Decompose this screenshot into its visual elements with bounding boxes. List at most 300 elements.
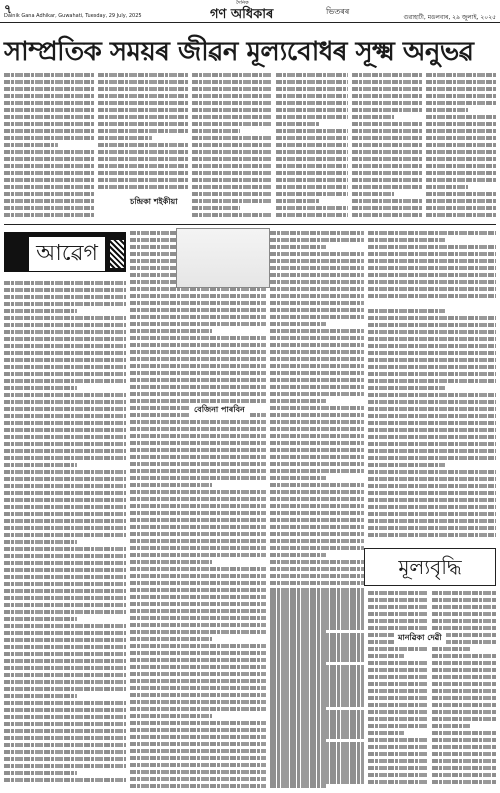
text-line (4, 757, 126, 761)
text-line (4, 372, 126, 376)
text-line (4, 108, 94, 112)
text-line (4, 344, 126, 348)
text-line (130, 637, 212, 641)
text-line (4, 484, 126, 488)
right-col (368, 228, 496, 302)
banner-hatch-decoration (110, 240, 124, 268)
text-line (432, 689, 496, 693)
text-line (352, 108, 422, 112)
text-line (426, 87, 496, 91)
text-line (270, 455, 364, 459)
article1-byline: চন্দ্ৰিকা শইকীয়া (130, 196, 178, 206)
text-line (4, 178, 94, 182)
text-line (368, 238, 445, 242)
text-line (270, 675, 364, 679)
text-line (4, 680, 126, 684)
text-line (368, 696, 428, 700)
text-line (270, 490, 364, 494)
text-line (352, 150, 422, 154)
text-line (130, 707, 266, 711)
text-line (432, 759, 496, 763)
text-line (98, 101, 188, 105)
text-line (368, 231, 496, 235)
text-line (270, 315, 364, 319)
text-line (192, 213, 272, 217)
text-line (368, 442, 496, 446)
text-line (352, 80, 422, 84)
text-line (270, 668, 364, 672)
text-line (270, 773, 364, 777)
text-line (98, 185, 188, 189)
text-line (276, 213, 348, 217)
text-line (130, 371, 266, 375)
text-line (368, 703, 428, 707)
text-line (352, 192, 394, 196)
text-line (368, 498, 496, 502)
text-line (4, 533, 126, 537)
article1-col5 (352, 70, 422, 220)
text-line (368, 773, 428, 777)
text-line (270, 759, 364, 763)
text-line (4, 435, 126, 439)
text-line (4, 477, 126, 481)
text-line (270, 682, 364, 686)
text-line (432, 738, 496, 742)
text-line (368, 605, 428, 609)
text-line (432, 745, 496, 749)
text-line (368, 661, 428, 665)
text-line (432, 696, 496, 700)
text-line (98, 150, 188, 154)
text-line (270, 399, 326, 403)
text-line (270, 301, 364, 305)
text-line (130, 749, 266, 753)
text-line (368, 421, 496, 425)
text-line (4, 645, 126, 649)
text-line (130, 420, 266, 424)
text-line (4, 673, 126, 677)
text-line (192, 150, 272, 154)
text-line (130, 644, 266, 648)
text-line (270, 766, 364, 770)
text-line (368, 612, 428, 616)
text-line (276, 164, 348, 168)
text-line (4, 631, 126, 635)
headline: সাম্প্ৰতিক সময়ৰ জীৱন মূল্যবোধৰ সূক্ষ্ম অনুভৱ (4, 37, 474, 67)
text-line (432, 591, 496, 595)
text-line (4, 526, 126, 530)
text-line (270, 420, 364, 424)
text-line (368, 407, 496, 411)
text-line (270, 413, 364, 417)
text-line (432, 717, 496, 721)
text-line (368, 287, 496, 291)
text-line (4, 288, 126, 292)
text-line (4, 596, 126, 600)
text-line (98, 80, 188, 84)
text-line (192, 206, 240, 210)
text-line (192, 136, 272, 140)
text-line (98, 171, 188, 175)
text-line (98, 87, 188, 91)
article2-byline: বেজিনা পাৰবিন (190, 404, 249, 417)
right-col-lower (368, 306, 496, 542)
text-line (432, 661, 496, 665)
text-line (130, 553, 266, 557)
text-line (130, 630, 266, 634)
text-line (276, 94, 348, 98)
text-line (4, 428, 126, 432)
text-line (368, 294, 496, 298)
text-line (368, 654, 404, 658)
text-line (432, 626, 496, 630)
text-line (130, 462, 266, 466)
text-line (426, 101, 496, 105)
text-line (192, 199, 272, 203)
text-line (192, 129, 240, 133)
text-line (130, 770, 266, 774)
text-line (368, 626, 428, 630)
text-line (130, 504, 266, 508)
text-line (4, 449, 126, 453)
text-line (270, 231, 364, 235)
text-line (130, 567, 266, 571)
text-line (130, 546, 266, 550)
text-line (4, 463, 77, 467)
text-line (130, 476, 266, 480)
text-line (130, 385, 266, 389)
text-line (368, 484, 496, 488)
text-line (98, 164, 188, 168)
text-line (4, 87, 94, 91)
text-line (130, 700, 266, 704)
text-line (432, 731, 496, 735)
article2-title: আৱেগ (28, 236, 106, 272)
text-line (4, 540, 77, 544)
text-line (4, 778, 126, 782)
text-line (270, 738, 326, 742)
text-line (432, 766, 496, 770)
text-line (276, 185, 348, 189)
text-line (4, 701, 126, 705)
text-line (270, 259, 364, 263)
text-line (270, 343, 364, 347)
text-line (130, 693, 266, 697)
text-line (270, 280, 364, 284)
text-line (426, 73, 496, 77)
text-line (352, 143, 422, 147)
text-line (368, 351, 496, 355)
text-line (368, 682, 428, 686)
text-line (270, 287, 364, 291)
text-line (276, 73, 348, 77)
text-line (426, 213, 496, 217)
text-line (4, 708, 126, 712)
text-line (432, 780, 496, 784)
text-line (270, 567, 364, 571)
text-line (270, 364, 364, 368)
text-line (130, 518, 266, 522)
text-line (130, 364, 266, 368)
publication-info: Dainik Gana Adhikar, Guwahati, Tuesday, 29 July, 2025 (4, 13, 142, 19)
text-line (192, 101, 272, 105)
text-line (352, 73, 422, 77)
text-line (368, 435, 496, 439)
text-line (130, 329, 212, 333)
text-line (4, 192, 94, 196)
text-line (192, 143, 272, 147)
text-line (192, 87, 272, 91)
text-line (270, 448, 364, 452)
text-line (4, 687, 126, 691)
text-line (352, 206, 422, 210)
text-line (276, 87, 348, 91)
article3-title: মূল্যবৃদ্ধি (398, 555, 462, 579)
text-line (192, 108, 272, 112)
text-line (98, 178, 188, 182)
text-line (130, 511, 266, 515)
text-line (4, 351, 126, 355)
text-line (192, 192, 272, 196)
text-line (432, 710, 496, 714)
text-line (352, 122, 422, 126)
text-line (270, 511, 364, 515)
text-line (192, 115, 272, 119)
text-line (270, 703, 364, 707)
text-line (4, 337, 126, 341)
text-line (270, 462, 364, 466)
text-line (270, 357, 364, 361)
text-line (4, 185, 94, 189)
text-line (130, 581, 266, 585)
text-line (368, 400, 496, 404)
text-line (130, 392, 266, 396)
text-line (4, 694, 77, 698)
text-line (98, 129, 188, 133)
text-line (368, 365, 496, 369)
text-line (352, 129, 422, 133)
text-line (192, 178, 272, 182)
text-line (368, 526, 496, 530)
text-line (192, 171, 272, 175)
page-number: ৭ (4, 2, 12, 16)
text-line (432, 752, 496, 756)
text-line (130, 350, 266, 354)
text-line (4, 309, 77, 313)
text-line (4, 414, 126, 418)
text-line (352, 199, 422, 203)
inline-image (176, 228, 270, 288)
text-line (4, 122, 94, 126)
text-line (270, 308, 364, 312)
text-line (192, 164, 272, 168)
text-line (130, 497, 266, 501)
text-line (368, 470, 496, 474)
text-line (98, 108, 188, 112)
text-line (130, 595, 266, 599)
text-line (4, 129, 94, 133)
text-line (4, 213, 94, 217)
text-line (432, 703, 496, 707)
text-line (276, 171, 348, 175)
text-line (270, 336, 364, 340)
text-line (368, 477, 496, 481)
text-line (270, 294, 364, 298)
text-line (432, 773, 496, 777)
text-line (368, 414, 496, 418)
text-line (276, 122, 319, 126)
text-line (270, 427, 364, 431)
text-line (270, 371, 364, 375)
text-line (368, 456, 496, 460)
text-line (270, 560, 364, 564)
text-line (98, 73, 188, 77)
text-line (368, 675, 428, 679)
text-line (130, 721, 266, 725)
text-line (270, 518, 364, 522)
text-line (4, 715, 126, 719)
text-line (352, 115, 394, 119)
text-line (368, 372, 496, 376)
text-line (4, 561, 126, 565)
text-line (270, 245, 326, 249)
text-line (4, 603, 126, 607)
text-line (4, 101, 94, 105)
text-line (270, 689, 364, 693)
text-line (368, 358, 496, 362)
text-line (270, 273, 364, 277)
text-line (130, 455, 266, 459)
text-line (368, 245, 496, 249)
text-line (352, 87, 422, 91)
text-line (432, 605, 496, 609)
text-line (270, 238, 364, 242)
text-line (352, 185, 422, 189)
text-line (4, 206, 94, 210)
text-line (4, 115, 94, 119)
text-line (270, 717, 364, 721)
logo-text: গণ অধিকাৰ (210, 7, 274, 22)
text-line (130, 294, 266, 298)
text-line (368, 591, 428, 595)
text-line (4, 316, 126, 320)
text-line (4, 491, 126, 495)
text-line (368, 759, 428, 763)
text-line (4, 505, 126, 509)
text-line (4, 652, 126, 656)
text-line (270, 385, 364, 389)
text-line (130, 343, 266, 347)
text-line (432, 682, 496, 686)
text-line (130, 672, 266, 676)
text-line (4, 589, 126, 593)
article1-col1 (4, 70, 94, 220)
text-line (130, 301, 266, 305)
text-line (432, 675, 496, 679)
text-line (130, 609, 266, 613)
text-line (368, 689, 428, 693)
text-line (270, 252, 364, 256)
text-line (352, 101, 422, 105)
text-line (4, 659, 126, 663)
text-line (4, 393, 126, 397)
text-line (270, 553, 326, 557)
text-line (4, 199, 94, 203)
text-line (4, 295, 126, 299)
text-line (368, 344, 496, 348)
text-line (130, 588, 266, 592)
text-line (432, 647, 470, 651)
text-line (352, 171, 422, 175)
text-line (270, 633, 364, 637)
text-line (130, 777, 266, 781)
text-line (4, 136, 94, 140)
text-line (352, 178, 422, 182)
text-line (4, 442, 126, 446)
text-line (276, 101, 348, 105)
text-line (4, 750, 126, 754)
text-line (4, 729, 126, 733)
text-line (368, 780, 428, 784)
text-line (4, 330, 126, 334)
text-line (4, 143, 58, 147)
text-line (192, 122, 272, 126)
text-line (98, 94, 188, 98)
text-line (352, 164, 422, 168)
text-line (4, 736, 126, 740)
text-line (130, 560, 212, 564)
text-line (98, 136, 152, 140)
article1-col3 (192, 70, 272, 220)
text-line (130, 602, 266, 606)
text-line (426, 171, 496, 175)
text-line (4, 358, 126, 362)
text-line (130, 763, 266, 767)
article1-col4 (276, 70, 348, 220)
text-line (270, 696, 364, 700)
text-line (98, 122, 188, 126)
text-line (426, 192, 496, 196)
text-line (276, 129, 348, 133)
text-line (4, 498, 126, 502)
text-line (368, 745, 428, 749)
text-line (130, 728, 266, 732)
text-line (352, 213, 422, 217)
text-line (130, 665, 266, 669)
text-line (426, 157, 496, 161)
text-line (368, 330, 496, 334)
text-line (130, 756, 266, 760)
text-line (432, 619, 496, 623)
text-line (4, 624, 126, 628)
text-line (426, 136, 496, 140)
text-line (130, 469, 266, 473)
text-line (4, 554, 126, 558)
text-line (4, 281, 126, 285)
text-line (270, 322, 326, 326)
text-line (270, 574, 364, 578)
text-line (130, 483, 212, 487)
text-line (4, 73, 94, 77)
text-line (4, 771, 77, 775)
text-line (368, 519, 496, 523)
text-line (130, 784, 266, 788)
text-line (4, 575, 126, 579)
text-line (368, 386, 445, 390)
text-line (432, 668, 496, 672)
text-line (426, 206, 496, 210)
text-line (270, 532, 364, 536)
